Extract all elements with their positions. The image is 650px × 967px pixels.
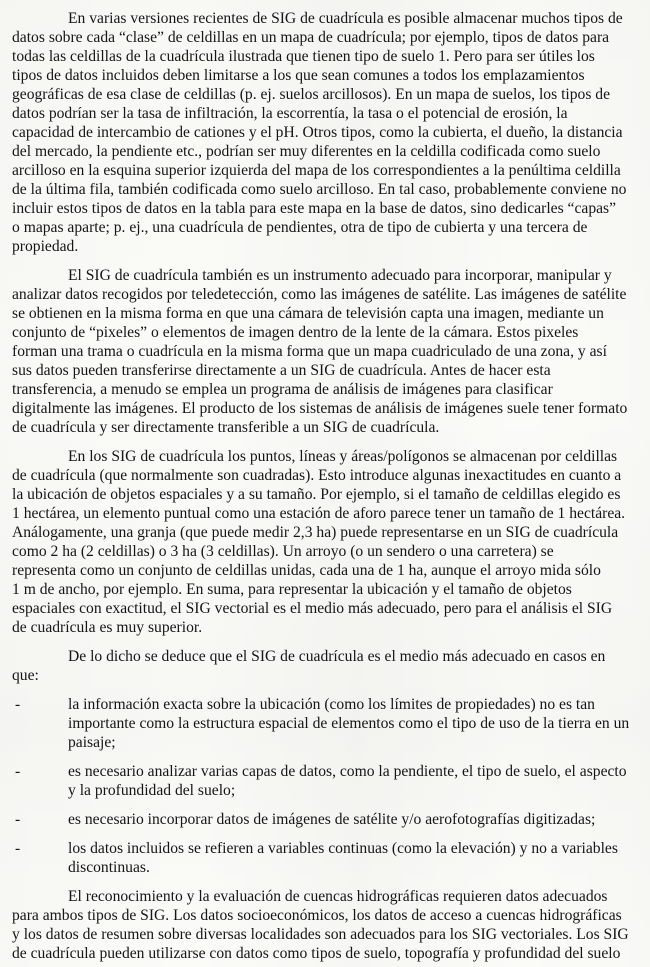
paragraph-remote-sensing-pixels: El SIG de cuadrícula también es un instrumento adecuado para incorporar, manipular y analizar datos recogidos por teledetección, como las imágenes de satélite. Las imágenes de satélite se obtienen en la misma forma en que una cámara de televisión capta una imagen, mediante un conjunto de “pixeles” o elementos de imagen dentro de la lente de la cámara. Estos pixeles forman una trama o cuadrícula en la misma forma que un mapa cuadriculado de una zona, y así sus datos pueden transferirse directamente a un SIG de cuadrícula. Antes de hacer esta transferencia, a menudo se emplea un programa de análisis de imágenes para clasificar digitalmente las imágenes. El producto de los sistemas de análisis de imágenes suele tener formato de cuadrícula y ser directamente transferible a un SIG de cuadrícula. (12, 267, 628, 436)
bullet-text: es necesario incorporar datos de imágenes de satélite y/o aerofotografías digitizadas; (68, 811, 596, 828)
bullet-text: es necesario analizar varias capas de datos, como la pendiente, el tipo de suelo, el aspecto y la profundidad del suelo; (68, 763, 627, 799)
bullet-text: los datos incluidos se refieren a variables continuas (como la elevación) y no a variables discontinuas. (68, 840, 618, 876)
paragraph-grid-cell-inaccuracies: En los SIG de cuadrícula los puntos, líneas y áreas/polígonos se almacenan por celdillas de cuadrícula (que normalmente son cuadradas). Esto introduce algunas inexactitudes en cuanto a la ubicación de objetos espaciales y a su tamaño. Por ejemplo, si el tamaño de celdillas elegido es 1 hectárea, un elemento puntual como una estación de aforo parece tener un tamaño de 1 hectárea. Análogamente, una granja (que puede medir 2,3 ha) puede representarse en un SIG de cuadrícula como 2 ha (2 celdillas) o 3 ha (3 celdillas). Un arroyo (o un sendero o una carretera) se representa como un conjunto de celdillas unidas, cada una de 1 ha, aunque el arroyo mida sólo 1 m de ancho, por ejemplo. En suma, para representar la ubicación y el tamaño de objetos espaciales con exactitud, el SIG vectorial es el medio más adecuado, pero para el análisis el SIG de cuadrícula es muy superior. (12, 448, 626, 636)
bullet-item-location-structure (12, 695, 642, 752)
dash-bullet-marker: - (15, 840, 21, 857)
dash-bullet-marker: - (15, 811, 21, 828)
bullet-item-continuous-variables (12, 839, 642, 877)
dash-bullet-marker: - (15, 696, 21, 713)
dash-bullet-marker: - (15, 763, 21, 780)
paragraph-grid-gis-cell-classes: En varias versiones recientes de SIG de cuadrícula es posible almacenar muchos tipos de datos sobre cada “clase” de celdillas en un mapa de cuadrícula; por ejemplo, tipos de datos para todas las celdillas de la cuadrícula ilustrada que tienen tipo de suelo 1. Pero para ser útiles los tipos de datos incluidos deben limitarse a los que sean comunes a todos los emplazamientos geográficas de esa clase de celdillas (p. ej. suelos arcillosos). En un mapa de suelos, los tipos de datos podrían ser la tasa de infiltración, la escorrentía, la tasa o el potencial de erosión, la capacidad de intercambio de cationes y el pH. Otros tipos, como la cubierta, el dueño, la distancia del mercado, la pendiente etc., podrían ser muy diferentes en la celdilla codificada como suelo arcilloso en la esquina superior izquierda del mapa de los correspondientes a la penúltima celdilla de la última fila, también codificada como suelo arcilloso. En tal caso, probablemente conviene no incluir estos tipos de datos en la tabla para este mapa en la base de datos, sino dedicarles “capas” o mapas aparte; p. ej., una cuadrícula de pendientes, otra de tipo de cubierta y una tercera de propiedad. (12, 10, 627, 255)
paragraph-watershed-evaluation: El reconocimiento y la evaluación de cuencas hidrográficas requieren datos adecuados para ambos tipos de SIG. Los datos socioeconómicos, los datos de acceso a cuencas hidrográficas y los datos de resumen sobre diversas localidades son adecuados para los SIG vectoriales. Los SIG de cuadrícula pueden utilizarse con datos como tipos de suelo, topografía y profundidad del suelo (12, 888, 629, 962)
bullet-item-satellite-images (12, 810, 642, 829)
bullet-item-data-layers (12, 762, 642, 800)
paragraph-grid-gis-best-cases-intro: De lo dicho se deduce que el SIG de cuadrícula es el medio más adecuado en casos en que: (12, 648, 606, 684)
bullet-text: la información exacta sobre la ubicación (como los límites de propiedades) no es tan importante como la estructura espacial de elementos como el tipo de uso de la tierra en un paisaje; (68, 696, 630, 751)
